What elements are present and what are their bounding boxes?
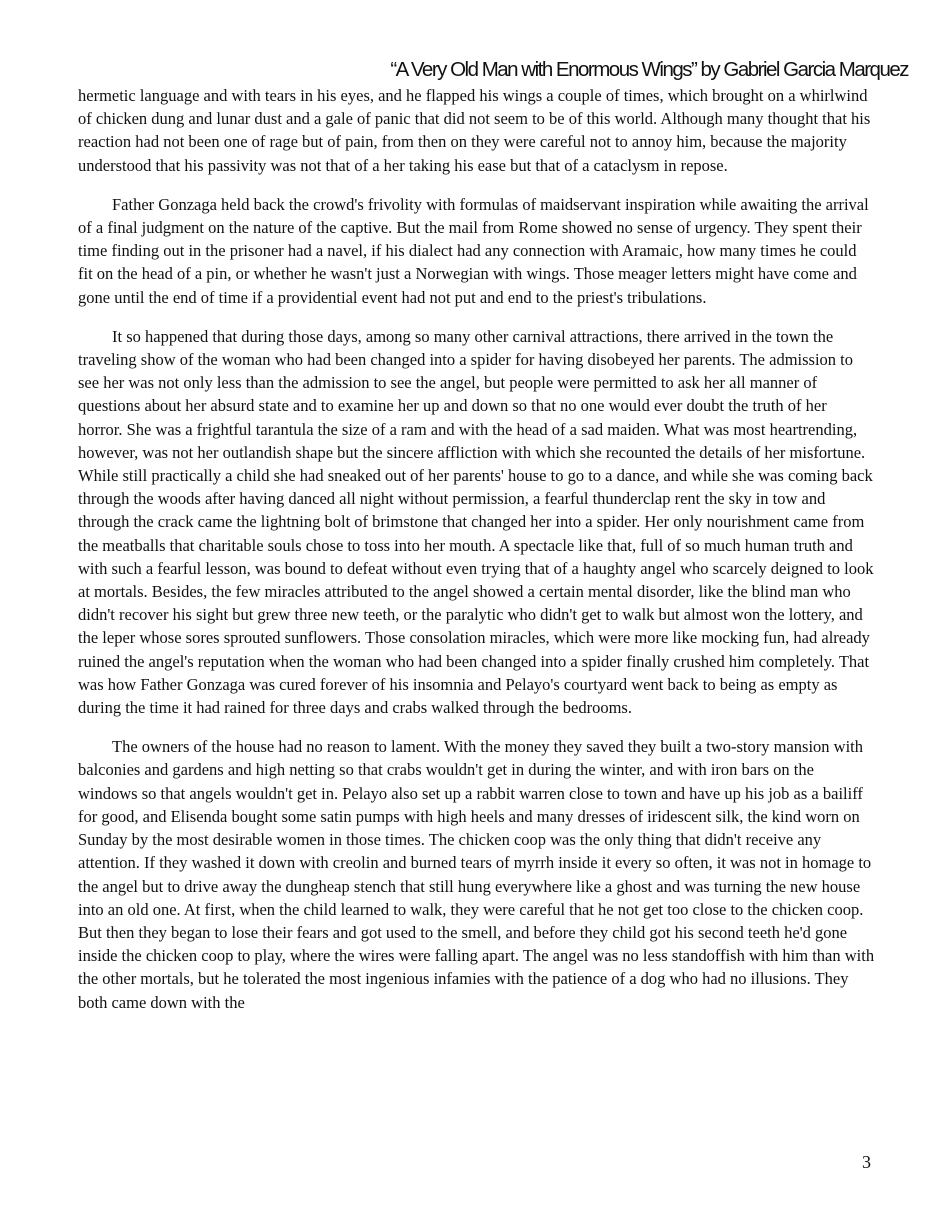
- paragraph: The owners of the house had no reason to lament. With the money they saved they built a two-story mansion with balconies and gardens and high netting so that crabs wouldn't get in during the winter, and with iron bars on the windows so that angels wouldn't get in. Pelayo also set up a rabbit warren close to town and have up his job as a bailiff for good, and Elisenda bought some satin pumps with high heels and many dresses of iridescent silk, the kind worn on Sunday by the most desirable women in those times. The chicken coop was the only thing that didn't receive any attention. If they washed it down with creolin and burned tears of myrrh inside it every so often, it was not in homage to the angel but to drive away the dungheap stench that still hung everywhere like a ghost and was turning the new house into an old one. At first, when the child learned to walk, they were careful that he not get too close to the chicken coop. But then they began to lose their fears and got used to the smell, and before they child got his second teeth he'd gone inside the chicken coop to play, where the wires were falling apart. The angel was no less standoffish with him than with the other mortals, but he tolerated the most ingenious infamies with the patience of a dog who had no illusions. They both came down with the: [78, 737, 875, 1012]
- paragraph: It so happened that during those days, among so many other carnival attractions, there arrived in the town the traveling show of the woman who had been changed into a spider for having disobeyed her parents. The admission to see her was not only less than the admission to see the angel, but people were permitted to ask her all manner of questions about her absurd state and to examine her up and down so that no one would ever doubt the truth of her horror. She was a frightful tarantula the size of a ram and with the head of a sad maiden. What was most heartrending, however, was not her outlandish shape but the sincere affliction with which she recounted the details of her misfortune. While still practically a child she had sneaked out of her parents' house to go to a dance, and while she was coming back through the woods after having danced all night without permission, a fearful thunderclap rent the sky in tow and through the crack came the lightning bolt of brimstone that changed her into a spider. Her only nourishment came from the meatballs that charitable souls chose to toss into her mouth. A spectacle like that, full of so much human truth and with such a fearful lesson, was bound to defeat without even trying that of a haughty angel who scarcely deigned to look at mortals. Besides, the few miracles attributed to the angel showed a certain mental disorder, like the blind man who didn't recover his sight but grew three new teeth, or the paralytic who didn't get to walk but almost won the lottery, and the leper whose sores sprouted sunflowers. Those consolation miracles, which were more like mocking fun, had already ruined the angel's reputation when the woman who had been changed into a spider finally crushed him completely. That was how Father Gonzaga was cured forever of his insomnia and Pelayo's courtyard went back to being as empty as during the time it had rained for three days and crabs walked through the bedrooms.: [78, 326, 874, 718]
- body-text: [78, 84, 875, 1030]
- paragraph-continued: hermetic language and with tears in his eyes, and he flapped his wings a couple of times, which brought on a whirlwind of chicken dung and lunar dust and a gale of panic that did not seem to be of this world. Although many thought that his reaction had not been one of rage but of pain, from then on they were careful not to annoy him, because the majority understood that his passivity was not that of a her taking his ease but that of a cataclysm in repose.: [78, 86, 871, 175]
- paragraph: Father Gonzaga held back the crowd's frivolity with formulas of maidservant inspiration while awaiting the arrival of a final judgment on the nature of the captive. But the mail from Rome showed no sense of urgency. They spent their time finding out in the prisoner had a navel, if his dialect had any connection with Aramaic, how many times he could fit on the head of a pin, or whether he wasn't just a Norwegian with wings. Those meager letters might have come and gone until the end of time if a providential event had not put and end to the priest's tribulations.: [78, 194, 869, 307]
- page-number: 3: [862, 1152, 871, 1172]
- running-header: “A Very Old Man with Enormous Wings” by Gabriel Garcia Marquez: [390, 58, 908, 81]
